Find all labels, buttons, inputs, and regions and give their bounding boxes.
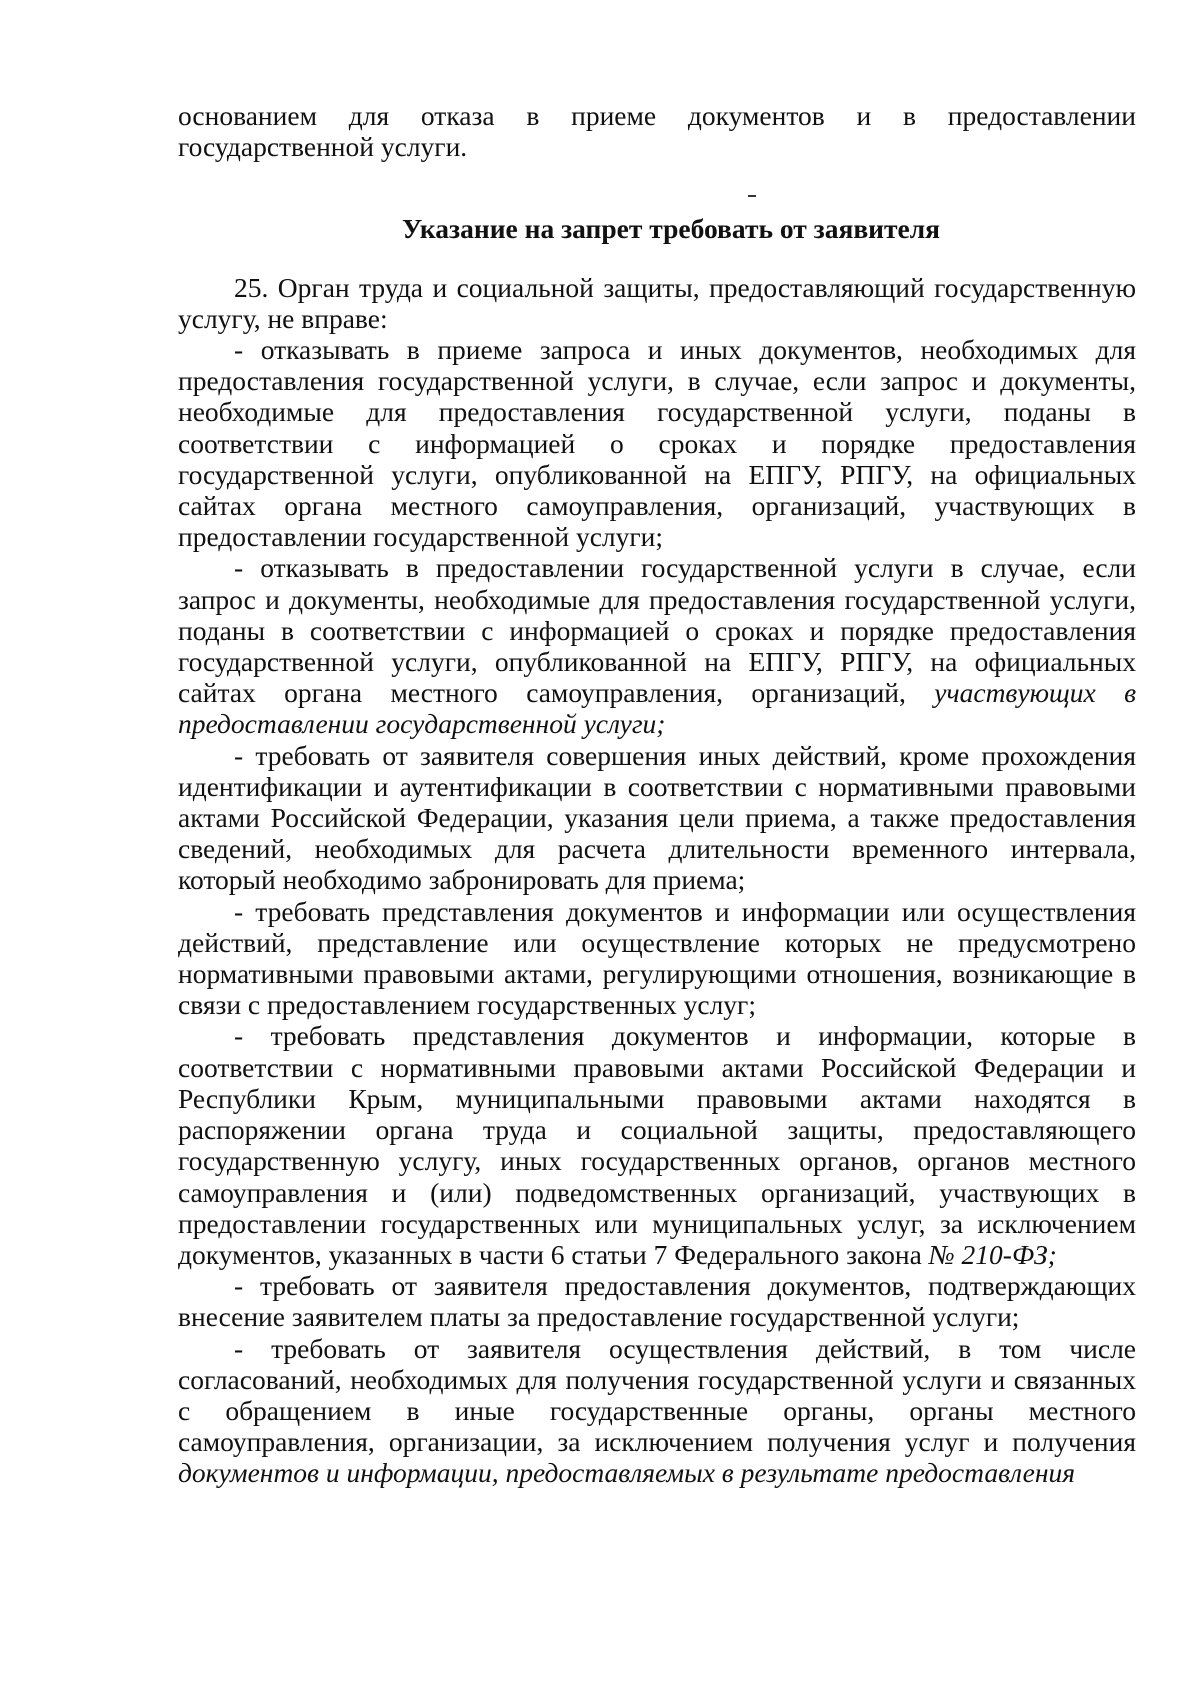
section-heading: Указание на запрет требовать от заявителя [401, 213, 941, 245]
bullet-payment-docs: - требовать от заявителя предоставления документов, подтверждающих внесение заявителем платы за предоставление государственной услуги; [178, 1270, 1136, 1333]
bullet-extra-actions: - требовать от заявителя совершения иных действий, кроме прохождения идентификации и аутентификации в соответствии с нормативными правовыми актами Российской Федерации, указания цели приема, а также предоставления сведений, необходимых для расчета длительности временного интервала, который необходимо забронировать для приема; [178, 739, 1136, 896]
bullet-held-docs [178, 1020, 1136, 1270]
law-reference: № 210-ФЗ; [928, 1238, 1057, 1270]
bullet-approvals-end: документов и информации, предоставляемых в результате предоставления [178, 1457, 1076, 1489]
bullet-refuse-provide-end: участвующих в предоставлении государственной услуги; [178, 677, 1137, 740]
bullet-refuse-provide-text: - отказывать в предоставлении государственной услуги в случае, если запрос и документы, необходимые для предоставления государственной услуги, поданы в соответствии с информацией о сроках и порядке предоставления государственной услуги, опубликованной на ЕПГУ, РПГУ, на официальных сайтах органа местного самоуправления, организаций, [178, 552, 1136, 709]
intro-paragraph: основанием для отказа в приеме документов и в предоставлении государственной услуги. [178, 100, 1136, 163]
document-body [178, 100, 1136, 1489]
bullet-unregulated-docs: - требовать представления документов и информации или осуществления действий, представление или осуществление которых не предусмотрено нормативными правовыми актами, регулирующими отношения, возникающие в связи с предоставлением государственных услуг; [178, 895, 1136, 1021]
paragraph-25: 25. Орган труда и социальной защиты, предоставляющий государственную услугу, не вправе: [178, 271, 1136, 334]
bullet-approvals [178, 1333, 1136, 1489]
bullet-refuse-provide [178, 552, 1136, 739]
bullet-approvals-text: - требовать от заявителя осуществления действий, в том числе согласований, необходимых для получения государственной услуги и связанных с обращением в иные государственные органы, органы местного самоуправления, организации, за исключением получения услуг и получения [178, 1332, 1136, 1458]
bullet-held-docs-text: - требовать представления документов и информации, которые в соответствии с нормативными правовыми актами Российской Федерации и Республики Крым, муниципальными правовыми актами находятся в распоряжении органа труда и социальной защиты, предоставляющего государственную услугу, иных государственных органов, органов местного самоуправления и (или) подведомственных организаций, участвующих в предоставлении государственных или муниципальных услуг, за исключением документов, указанных в части 6 статьи 7 Федерального закона [178, 1020, 1136, 1270]
bullet-refuse-accept: - отказывать в приеме запроса и иных документов, необходимых для предоставления государственной услуги, в случае, если запрос и документы, необходимые для предоставления государственной услуги, поданы в соответствии с информацией о сроках и порядке предоставления государственной услуги, опубликованной на ЕПГУ, РПГУ, на официальных сайтах органа местного самоуправления, организаций, участвующих в предоставлении государственной услуги; [178, 334, 1136, 553]
